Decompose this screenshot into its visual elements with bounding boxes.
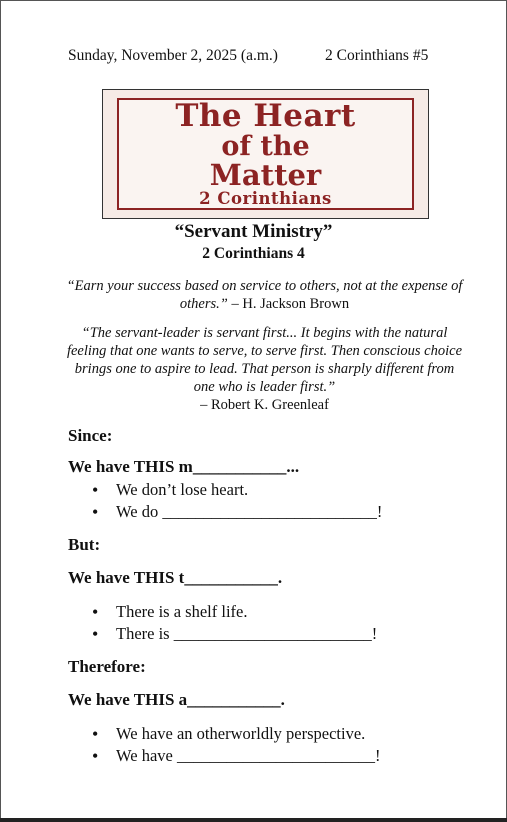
list-item: • We have an otherworldly perspective. [92,723,380,745]
point-1-list [92,479,382,523]
sermon-passage: 2 Corinthians 4 [202,245,305,262]
since-label: Since: [68,426,113,445]
point-3-list [92,723,380,767]
list-item: • We don’t lose heart. [92,479,382,501]
series-label: 2 Corinthians #5 [325,47,429,64]
series-logo [102,89,429,219]
list-item: • There is a shelf life. [92,601,377,623]
quote-author: – Robert K. Greenleaf [200,397,329,413]
list-item: • We have ________________________! [92,745,380,767]
logo-frame [117,98,414,210]
therefore-label: Therefore: [68,657,146,676]
quote-greenleaf [66,324,463,414]
point-2-heading: We have THIS t___________. [68,568,283,587]
but-label: But: [68,535,101,554]
point-2-list [92,601,377,645]
page-bottom-edge [0,818,507,822]
logo-line-2: of the [221,131,310,162]
quote-text: “Earn your success based on service to others, not at the expense of others.” [66,278,463,312]
quote-brown [66,277,463,313]
sermon-title: “Servant Ministry” [174,221,333,242]
point-3-heading: We have THIS a___________. [68,690,285,709]
quote-text: “The servant-leader is servant first... It begins with the natural feeling that one wants to serve, to serve first. Then conscious choice brings one to aspire to lead. That person is sharply different from one who is leader first.” [66,325,463,395]
list-item: • We do __________________________! [92,501,382,523]
logo-line-1: The Heart [175,98,356,134]
service-date: Sunday, November 2, 2025 (a.m.) [68,47,278,64]
point-1-heading: We have THIS m___________... [68,457,300,476]
list-item: • There is ________________________! [92,623,377,645]
logo-line-4: 2 Corinthians [199,189,332,208]
quote-author: – H. Jackson Brown [227,296,350,312]
logo-line-3: Matter [209,158,322,192]
